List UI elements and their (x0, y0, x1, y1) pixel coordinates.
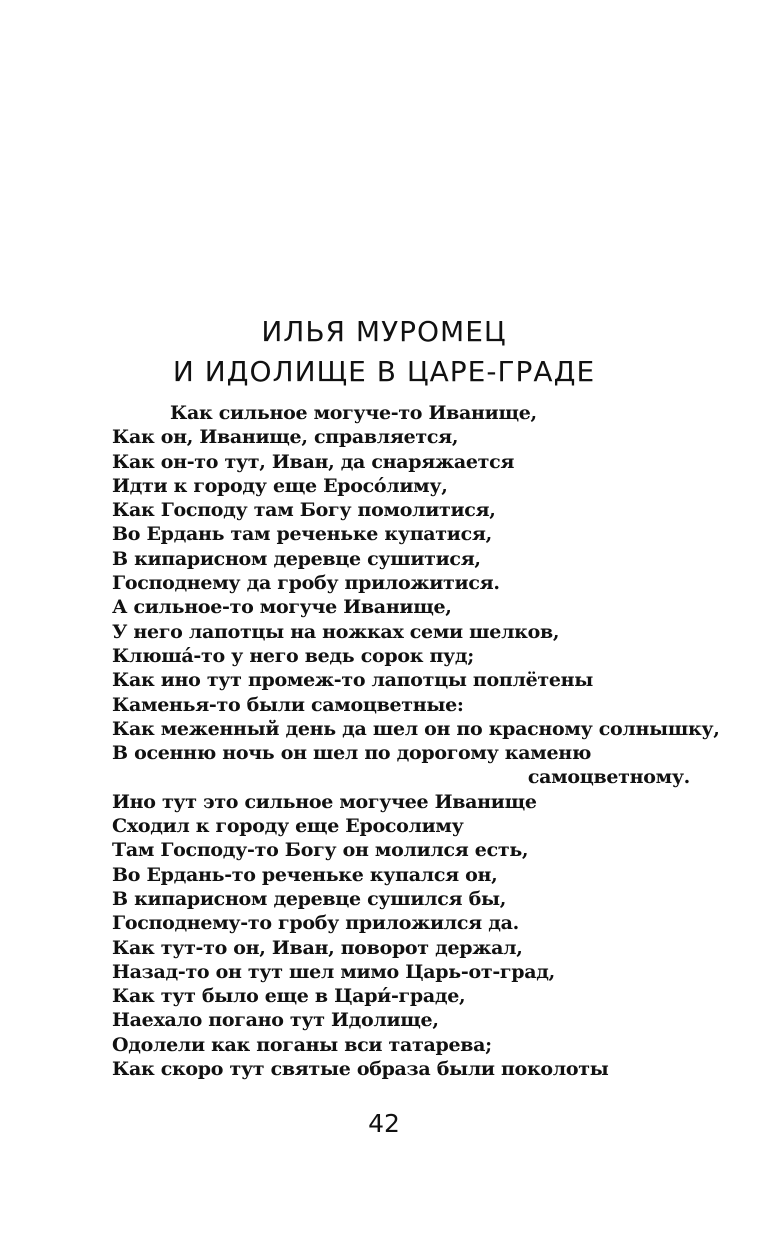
poem-line: В кипарисном деревце сушитися, (112, 547, 481, 570)
poem-line: Сходил к городу еще Еросолиму (112, 815, 464, 838)
poem-line: Как тут было еще в Цари́-граде, (112, 985, 466, 1008)
poem-line: Ино тут это сильное могучее Иванище (112, 790, 537, 813)
poem-line: Клюша́-то у него ведь сорок пуд; (112, 644, 474, 667)
poem-line: В кипарисном деревце сушился бы, (112, 887, 507, 910)
poem-line: Как сильное могуче-то Иванище, (170, 402, 537, 424)
poem-line: Во Ердань-то реченьке купался он, (112, 863, 498, 886)
poem-text (112, 401, 720, 1081)
poem-line: В осенню ночь он шел по дорогому каменю (112, 742, 592, 765)
poem-line: Как меженный день да шел он по красному солнышку, (112, 717, 720, 740)
poem-line: Как тут-то он, Иван, поворот держал, (112, 936, 523, 959)
poem-line: Назад-то он тут шел мимо Царь-от-град, (112, 960, 555, 983)
poem-line: Как Господу там Богу помолитися, (112, 499, 496, 522)
poem-line-continuation: самоцветному. (527, 766, 690, 789)
poem-line: Господнему да гробу приложитися. (112, 572, 500, 595)
poem-line: Каменья-то были самоцветные: (112, 693, 464, 716)
poem-line: Как он, Иванище, справляется, (112, 426, 459, 449)
poem-line: А сильное-то могуче Иванище, (112, 596, 452, 619)
poem-line: Идти к городу еще Еросо́лиму, (112, 474, 448, 497)
poem-line: Как ино тут промеж-то лапотцы поплётены (112, 669, 593, 692)
page-number: 42 (368, 1109, 400, 1138)
poem-line: Там Господу-то Богу он молился есть, (112, 839, 529, 862)
poem-line: Как скоро тут святые образа были поколоты (112, 1058, 609, 1081)
poem-line: Одолели как поганы вси татарева; (112, 1033, 492, 1056)
poem-line: У него лапотцы на ножках семи шелков, (112, 620, 560, 643)
poem-line: Наехало погано тут Идолище, (112, 1009, 439, 1032)
chapter-title-line-1: ИЛЬЯ МУРОМЕЦ (261, 315, 507, 348)
poem-line: Как он-то тут, Иван, да снаряжается (112, 450, 515, 473)
poem-line: Господнему-то гробу приложился да. (112, 912, 519, 935)
poem-line: Во Ердань там реченьке купатися, (112, 523, 492, 546)
chapter-title-line-2: И ИДОЛИЩЕ В ЦАРЕ-ГРАДЕ (172, 355, 596, 388)
